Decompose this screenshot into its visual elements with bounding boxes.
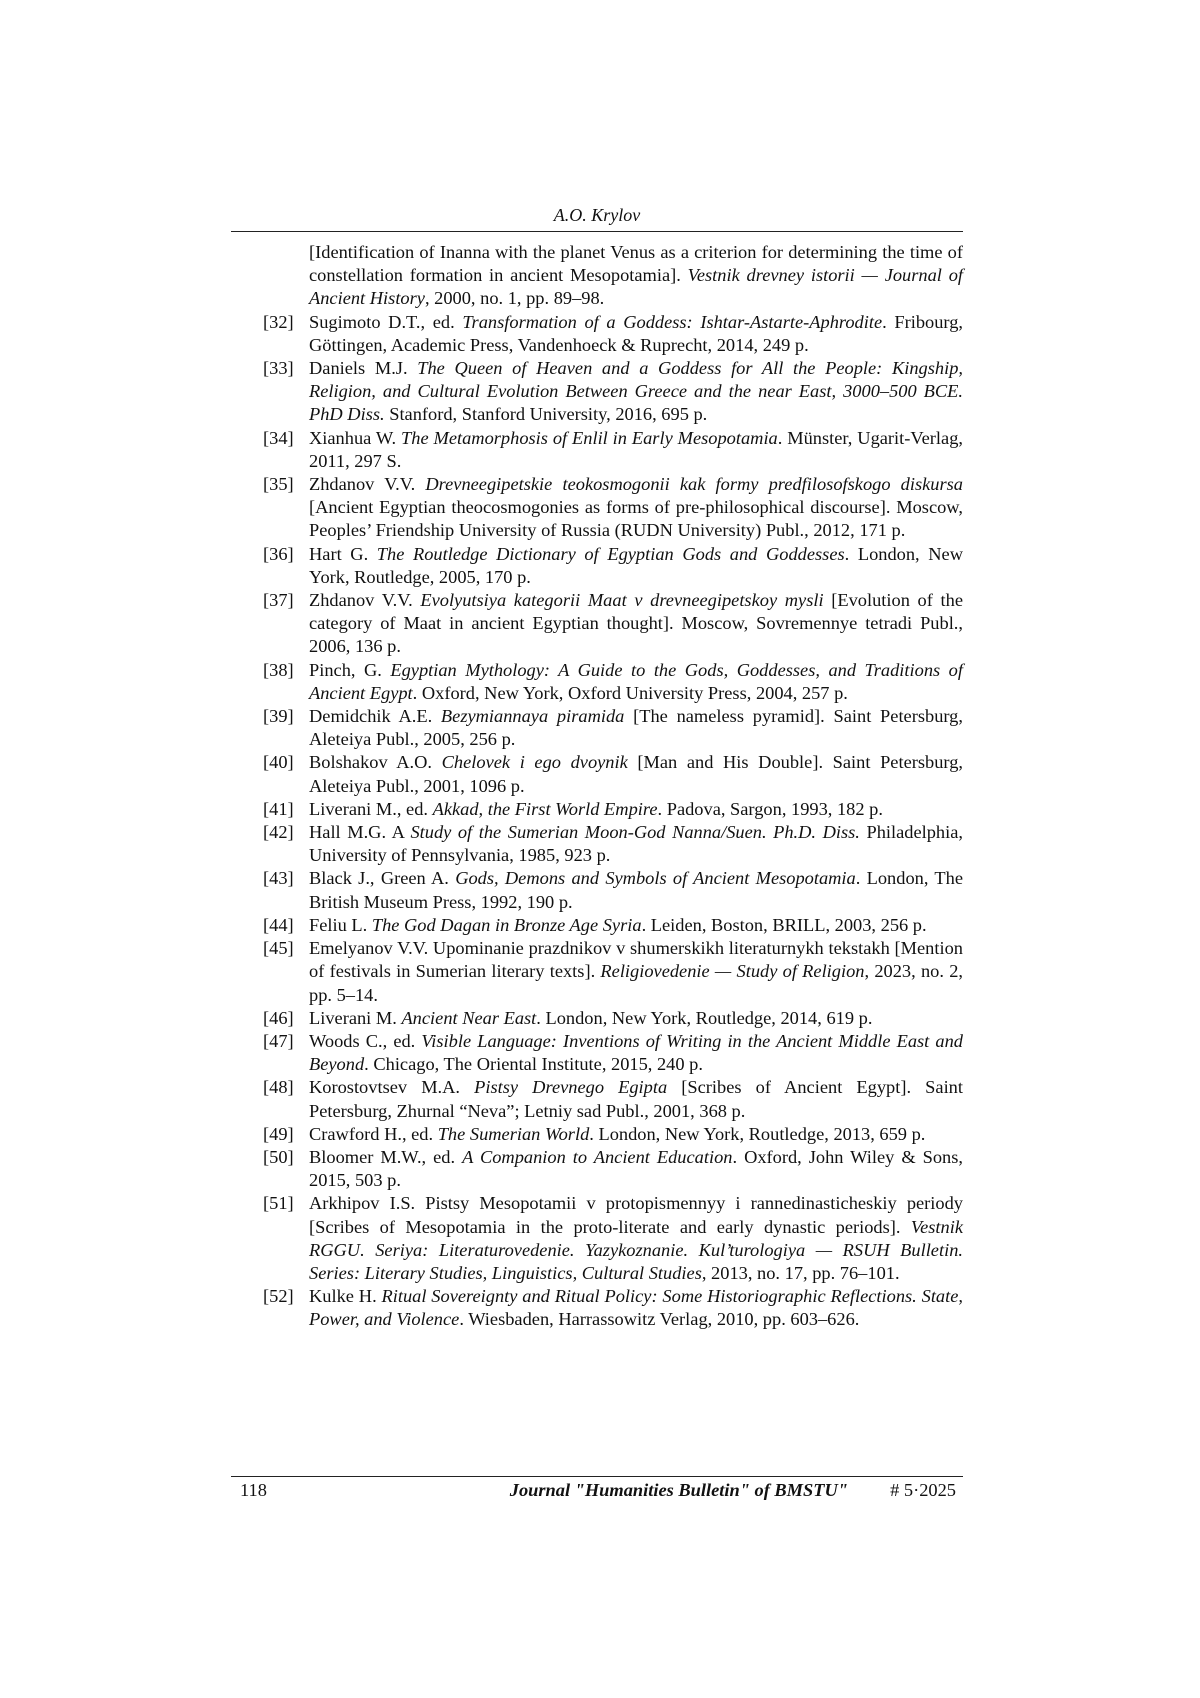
reference-number: [38]	[263, 659, 294, 680]
reference-entry	[263, 914, 963, 937]
reference-text-segment: Arkhipov I.S. Pistsy Mesopotamii v protopismennyy i rannedinasticheskiy periody [Scribes of Mesopotamia in the proto-literate and early dynastic periods].	[309, 1193, 963, 1237]
reference-text-segment: Woods C., ed.	[309, 1030, 422, 1051]
reference-title-italic: Drevneegipetskie teokosmogonii kak formy predfilosofskogo diskursa	[425, 474, 964, 495]
reference-text	[309, 1077, 963, 1120]
reference-entry	[263, 659, 963, 705]
reference-text	[309, 1031, 963, 1074]
reference-title-italic: Akkad, the First World Empire	[432, 798, 658, 819]
reference-number: [47]	[263, 1030, 294, 1051]
reference-text	[309, 312, 963, 355]
reference-title-italic: The Routledge Dictionary of Egyptian Gods and Goddesses	[376, 543, 845, 564]
reference-number: [50]	[263, 1146, 294, 1167]
reference-number: [39]	[263, 706, 294, 727]
reference-title-italic: The God Dagan in Bronze Age Syria	[371, 914, 642, 935]
reference-number: [42]	[263, 822, 294, 843]
reference-text-segment: Zhdanov V.V.	[309, 474, 426, 495]
reference-text-segment: Black J., Green A.	[309, 868, 456, 889]
reference-entry	[263, 1192, 963, 1285]
reference-title-italic: Ritual Sovereignty and Ritual Policy: Some Historiographic Reflections. State, Power, and Violence	[309, 1286, 963, 1330]
reference-text-segment: Emelyanov V.V. Upominanie prazdnikov v shumerskikh literaturnykh tekstakh [Mention of festivals in Sumerian literary texts].	[309, 938, 963, 982]
reference-title-italic: Vestnik RGGU. Seriya: Literaturovedenie. Yazykoznanie. Kul’turologiya — RSUH Bulletin. Series: Literary Studies, Linguistics, Cultural Studies	[309, 1216, 963, 1283]
reference-number: [33]	[263, 358, 294, 379]
reference-text-segment: . Fribourg, Göttingen, Academic Press, Vandenhoeck & Ruprecht, 2014, 249 p.	[309, 311, 964, 355]
reference-text	[309, 358, 963, 424]
reference-text-segment: . London, New York, Routledge, 2005, 170 p.	[309, 543, 963, 587]
reference-text	[309, 1124, 925, 1144]
reference-text-segment: Demidchik A.E.	[309, 706, 441, 727]
reference-title-italic: Evolyutsiya kategorii Maat v drevneegipetskoy mysli	[420, 590, 824, 611]
reference-text	[309, 938, 963, 1004]
reference-number: [41]	[263, 798, 294, 819]
reference-entry	[263, 543, 963, 589]
reference-text-segment: Zhdanov V.V.	[309, 590, 421, 611]
reference-text-segment: Bloomer M.W., ed.	[309, 1146, 463, 1167]
reference-text	[309, 428, 963, 471]
reference-text-segment: Hart G.	[309, 543, 377, 564]
reference-number: [51]	[263, 1193, 294, 1214]
reference-text	[309, 590, 963, 656]
reference-text	[309, 822, 963, 865]
reference-entry	[263, 705, 963, 751]
reference-entry	[263, 241, 963, 311]
reference-title-italic: A Companion to Ancient Education	[462, 1146, 733, 1167]
journal-name: Journal "Humanities Bulletin" of BMSTU"	[509, 1480, 848, 1500]
reference-number: [40]	[263, 752, 294, 773]
reference-number: [45]	[263, 938, 294, 959]
reference-entry	[263, 589, 963, 659]
reference-title-italic: The Metamorphosis of Enlil in Early Mesopotamia	[401, 427, 778, 448]
reference-title-italic: Religiovedenie — Study of Religion	[600, 961, 865, 982]
reference-entry	[263, 937, 963, 1007]
reference-text-segment: Sugimoto D.T., ed.	[309, 311, 463, 332]
reference-text	[309, 799, 883, 819]
reference-text-segment: Hall M.G. A	[309, 822, 411, 843]
reference-number: [43]	[263, 868, 294, 889]
reference-title-italic: Transformation of a Goddess: Ishtar-Astarte-Aphrodite	[462, 311, 883, 332]
reference-text-segment: [Scribes of Ancient Egypt]. Saint Petersburg, Zhurnal “Neva”; Letniy sad Publ., 2001, 368 p.	[309, 1077, 963, 1121]
page-number: 118	[240, 1480, 267, 1500]
reference-title-italic: The Queen of Heaven and a Goddess for All the People: Kingship, Religion, and Cultural Evolution Between Greece and the near East, 3000–500 BCE. PhD Diss.	[309, 358, 963, 425]
reference-text	[309, 868, 963, 911]
reference-text-segment: Stanford, Stanford University, 2016, 695 p.	[384, 404, 708, 425]
reference-list	[263, 241, 963, 1332]
reference-entry	[263, 1285, 963, 1331]
reference-text-segment: Feliu L.	[309, 914, 372, 935]
reference-number: [49]	[263, 1123, 294, 1144]
reference-entry	[263, 1123, 963, 1146]
reference-number: [37]	[263, 590, 294, 611]
reference-entry	[263, 798, 963, 821]
reference-text-segment: . London, New York, Routledge, 2014, 619 p.	[536, 1007, 873, 1028]
reference-text-segment: . London, New York, Routledge, 2013, 659 p.	[589, 1123, 926, 1144]
reference-text	[309, 752, 963, 795]
reference-number: [35]	[263, 474, 294, 495]
reference-text	[309, 706, 963, 749]
reference-text-segment: . Münster, Ugarit-Verlag, 2011, 297 S.	[309, 427, 963, 471]
running-head: A.O. Krylov	[553, 205, 641, 225]
reference-title-italic: Study of the Sumerian Moon-God Nanna/Suen. Ph.D. Diss.	[410, 822, 860, 843]
reference-entry	[263, 1076, 963, 1122]
header-rule	[231, 231, 963, 232]
reference-text-segment: Crawford H., ed.	[309, 1123, 438, 1144]
reference-text-segment: . Leiden, Boston, BRILL, 2003, 256 p.	[641, 914, 927, 935]
reference-entry	[263, 311, 963, 357]
issue-number: # 5·2025	[890, 1480, 956, 1500]
reference-entry	[263, 821, 963, 867]
reference-text	[309, 915, 927, 935]
reference-text-segment: Korostovtsev M.A.	[309, 1077, 475, 1098]
reference-text-segment: , 2000, no. 1, pp. 89–98.	[424, 288, 605, 309]
reference-number: [52]	[263, 1286, 294, 1307]
reference-text	[309, 660, 963, 703]
page-footer	[240, 1480, 956, 1506]
reference-title-italic: Pistsy Drevnego Egipta	[474, 1077, 668, 1098]
reference-text	[309, 1008, 872, 1028]
reference-text-segment: . Padova, Sargon, 1993, 182 p.	[657, 798, 883, 819]
reference-text-segment: , 2013, no. 17, pp. 76–101.	[701, 1262, 900, 1283]
reference-entry	[263, 867, 963, 913]
reference-text-segment: Liverani M., ed.	[309, 798, 433, 819]
reference-text-segment: [The nameless pyramid]. Saint Petersburg, Aleteiya Publ., 2005, 256 p.	[309, 706, 963, 750]
reference-text-segment: [Ancient Egyptian theocosmogonies as forms of pre-philosophical discourse]. Moscow, Peoples’ Friendship University of Russia (RUDN University) Publ., 2012, 171 p.	[309, 497, 963, 541]
reference-number: [46]	[263, 1007, 294, 1028]
reference-text	[309, 1193, 963, 1283]
reference-entry	[263, 1007, 963, 1030]
reference-text-segment: . London, The British Museum Press, 1992, 190 p.	[309, 868, 963, 912]
reference-number: [44]	[263, 914, 294, 935]
reference-title-italic: Vestnik drevney istorii — Journal of Ancient History	[309, 265, 963, 309]
reference-text-segment: . Wiesbaden, Harrassowitz Verlag, 2010, pp. 603–626.	[459, 1309, 860, 1330]
reference-text-segment: Xianhua W.	[309, 427, 402, 448]
reference-text-segment: Bolshakov A.O.	[309, 752, 442, 773]
reference-entry	[263, 1146, 963, 1192]
reference-text-segment: Liverani M.	[309, 1007, 402, 1028]
reference-entry	[263, 751, 963, 797]
reference-title-italic: Visible Language: Inventions of Writing in the Ancient Middle East and Beyond	[309, 1030, 963, 1075]
reference-number: [48]	[263, 1077, 294, 1098]
reference-title-italic: Bezymiannaya piramida	[440, 706, 625, 727]
reference-text-segment: [Identification of Inanna with the planet Venus as a criterion for determining the time of constellation formation in ancient Mesopotamia].	[309, 242, 963, 286]
reference-number: [36]	[263, 543, 294, 564]
reference-entry	[263, 357, 963, 427]
reference-text-segment: Pinch, G.	[309, 659, 391, 680]
reference-text-segment: [Man and His Double]. Saint Petersburg, Aleteiya Publ., 2001, 1096 p.	[309, 752, 963, 796]
reference-text	[309, 474, 963, 540]
reference-number: [32]	[263, 311, 294, 332]
reference-text-segment: . Oxford, New York, Oxford University Press, 2004, 257 p.	[412, 682, 848, 703]
reference-number: [34]	[263, 427, 294, 448]
reference-text-segment: Daniels M.J.	[309, 358, 418, 379]
reference-title-italic: Chelovek i ego dvoynik	[441, 752, 628, 773]
reference-text-segment: . Oxford, John Wiley & Sons, 2015, 503 p.	[309, 1146, 963, 1191]
reference-entry	[263, 473, 963, 543]
reference-text	[309, 1286, 963, 1329]
reference-text-segment: [Evolution of the category of Maat in ancient Egyptian thought]. Moscow, Sovremennye tetradi Publ., 2006, 136 p.	[309, 590, 963, 657]
reference-title-italic: Egyptian Mythology: A Guide to the Gods, Goddesses, and Traditions of Ancient Egypt	[309, 659, 963, 703]
reference-entry	[263, 1030, 963, 1076]
reference-title-italic: Gods, Demons and Symbols of Ancient Mesopotamia	[455, 868, 856, 889]
reference-title-italic: Ancient Near East	[401, 1007, 537, 1028]
reference-text-segment: Philadelphia, University of Pennsylvania, 1985, 923 p.	[309, 822, 963, 866]
reference-text	[309, 242, 963, 308]
footer-rule	[231, 1476, 963, 1477]
reference-text-segment: . Chicago, The Oriental Institute, 2015, 240 p.	[364, 1054, 703, 1075]
reference-text-segment: , 2023, no. 2, pp. 5–14.	[309, 961, 963, 1005]
reference-text	[309, 1147, 963, 1190]
reference-title-italic: The Sumerian World	[437, 1123, 590, 1144]
reference-text	[309, 544, 963, 587]
reference-text-segment: Kulke H.	[309, 1286, 382, 1307]
reference-entry	[263, 427, 963, 473]
